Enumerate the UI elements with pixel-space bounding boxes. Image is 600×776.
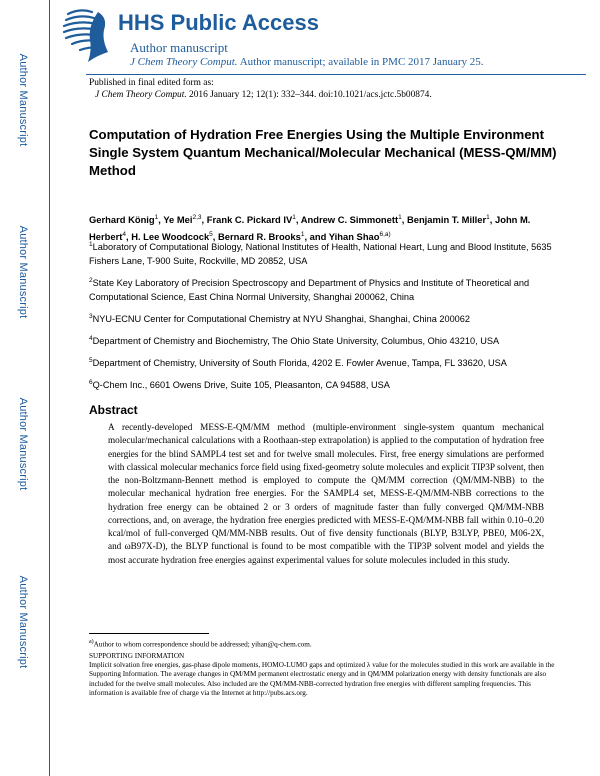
hhs-eagle-icon: [58, 4, 114, 66]
supporting-info-heading: SUPPORTING INFORMATION: [89, 651, 185, 660]
author-affiliation-marker: 1: [398, 214, 402, 221]
affiliation: [89, 332, 564, 348]
affiliation-text: Laboratory of Computational Biology, National Institutes of Health, National Heart, Lung and Blood Institute, 5635 Fishers Lane, T-900 Suite, Rockville, MD 20852, USA: [89, 242, 552, 267]
author-manuscript-sidebar: [0, 0, 46, 776]
author-name: Ye Mei: [163, 214, 193, 226]
affiliation-text: State Key Laboratory of Precision Spectroscopy and Department of Physics and Institute of Theoretical and Computational Science, East China Normal University, Shanghai 200062, China: [89, 278, 530, 303]
affiliation-marker: 6: [89, 379, 93, 387]
affiliation-marker: 4: [89, 335, 93, 343]
author-affiliation-marker: 1: [154, 214, 159, 221]
correspondence-footnote: [89, 638, 559, 650]
footnotes: [89, 638, 559, 698]
header-citation: J Chem Theory Comput. Author manuscript; available in PMC 2017 January 25.: [130, 56, 484, 68]
abstract-heading: Abstract: [89, 403, 138, 417]
affiliation-marker: 2: [89, 277, 93, 285]
affiliation: [89, 238, 564, 268]
author-name: John M. Herbert: [89, 214, 531, 243]
author-affiliation-marker: 6,a): [379, 231, 391, 239]
footnote-marker: a): [89, 639, 94, 645]
sidebar-divider: [49, 0, 50, 776]
affiliation-marker: 5: [89, 357, 93, 365]
author-name: H. Lee Woodcock: [131, 231, 210, 243]
footnote-divider: [89, 633, 209, 634]
sidebar-label: Author Manuscript: [17, 225, 29, 319]
published-label: Published in final edited form as:: [89, 78, 214, 88]
affiliation-text: Department of Chemistry and Biochemistry, The Ohio State University, Columbus, Ohio 43210, USA: [92, 336, 500, 347]
author-affiliation-marker: 1: [486, 214, 490, 221]
header-title: HHS Public Access: [118, 10, 319, 35]
header-subtitle: Author manuscript: [130, 40, 228, 55]
affiliation: [89, 376, 564, 392]
author-name: Andrew C. Simmonett: [300, 214, 399, 226]
author-name: Gerhard König: [89, 214, 155, 226]
supporting-info-text: Implicit solvation free energies, gas-phase dipole moments, HOMO-LUMO gaps and optimized λ value for the molecules studied in this work are available in the Supporting Information. The average changes in QM/MM permanent electrostatic energy and in QM/MM polarization energy with density functionals are also included for the twelve small molecules. Also included are the QM/MM-NBB-corrected hydration free energies with different sampling frequencies. This information is available free of charge via the Internet at http://pubs.acs.org.: [89, 660, 555, 697]
affiliation: [89, 310, 564, 326]
author-affiliation-marker: 1: [300, 231, 305, 239]
header-divider: [86, 74, 586, 75]
affiliation-list: [89, 238, 564, 398]
affiliation-text: Department of Chemistry, University of South Florida, 4202 E. Fowler Avenue, Tampa, FL 33620, USA: [92, 358, 507, 369]
sidebar-label: Author Manuscript: [17, 397, 29, 491]
affiliation-text: NYU-ECNU Center for Computational Chemistry at NYU Shanghai, Shanghai, China 200062: [92, 314, 471, 325]
affiliation: [89, 354, 564, 370]
paper-title: Computation of Hydration Free Energies Using the Multiple Environment Single System Quantum Mechanical/Molecular Mechanical (MESS-QM/MM) Method: [89, 127, 557, 178]
author-name: Bernard R. Brooks: [218, 231, 301, 243]
affiliation-marker: 3: [89, 313, 93, 321]
affiliation-marker: 1: [89, 241, 93, 248]
author-name: Benjamin T. Miller: [406, 214, 487, 226]
author-affiliation-marker: 5: [209, 231, 213, 239]
correspondence-text: Author to whom correspondence should be addressed; yihan@q-chem.com.: [93, 640, 312, 649]
sidebar-label: Author Manuscript: [17, 53, 29, 147]
abstract-text: A recently-developed MESS-E-QM/MM method (multiple-environment single-system quantum mechanical molecular/mechanical calculations with a Roothaan-step extrapolation) is applied to the computation of hydration free energies for the blind SAMPL4 test set and for twelve small molecules. First, free energy simulations are performed with classical molecular mechanics force field using fixed-geometry solute molecules and explicit TIP3P solvent, then the non-Boltzmann-Bennett method is employed to compute the QM/MM correction (QM/MM-NBB) to the molecular mechanical hydration free energies. For the SAMPL4 set, MESS-E-QM/MM-NBB corrections to the hydration free energy can be obtained 2 or 3 orders of magnitude faster than fully converged QM/MM-NBB corrections, and, on average, the hydration free energies predicted with MESS-E-QM/MM-NBB fall within 0.10–0.20 kcal/mol of full-converged QM/MM-NBB results. Out of five density functionals (BLYP, B3LYP, PBE0, M06-2X, and ωB97X-D), the BLYP functional is found to be most compatible with the TIP3P solvent model and yields the most accurate hydration free energies against experimental values for solute molecules included in this study.: [108, 422, 544, 565]
author-name: Frank C. Pickard IV: [206, 214, 293, 226]
sidebar-label: Author Manuscript: [17, 575, 29, 669]
author-affiliation-marker: 2,3: [192, 214, 202, 221]
author-list: Gerhard König$^1$, Ye Mei$^{2,3}$, Frank C. Pickard $IV^1$, Andrew C. Simmonett$^1$, Benjamin T. Miller$^1$, John M. Herbert$^4$, H. Lee Woodcock$^5$, Bernard R. Brooks$^1$, and Yihan Shao$^{6,a)}$: [89, 214, 531, 243]
affiliation: [89, 274, 564, 304]
affiliation-text: Q-Chem Inc., 6601 Owens Drive, Suite 105, Pleasanton, CA 94588, USA: [92, 380, 390, 391]
author-name: Yihan Shao: [328, 231, 380, 243]
author-affiliation-marker: 1: [292, 214, 296, 221]
publication-citation: J Chem Theory Comput. 2016 January 12; 12(1): 332–344. doi:10.1021/acs.jctc.5b00874.: [95, 90, 432, 100]
author-affiliation-marker: 4: [122, 231, 126, 239]
